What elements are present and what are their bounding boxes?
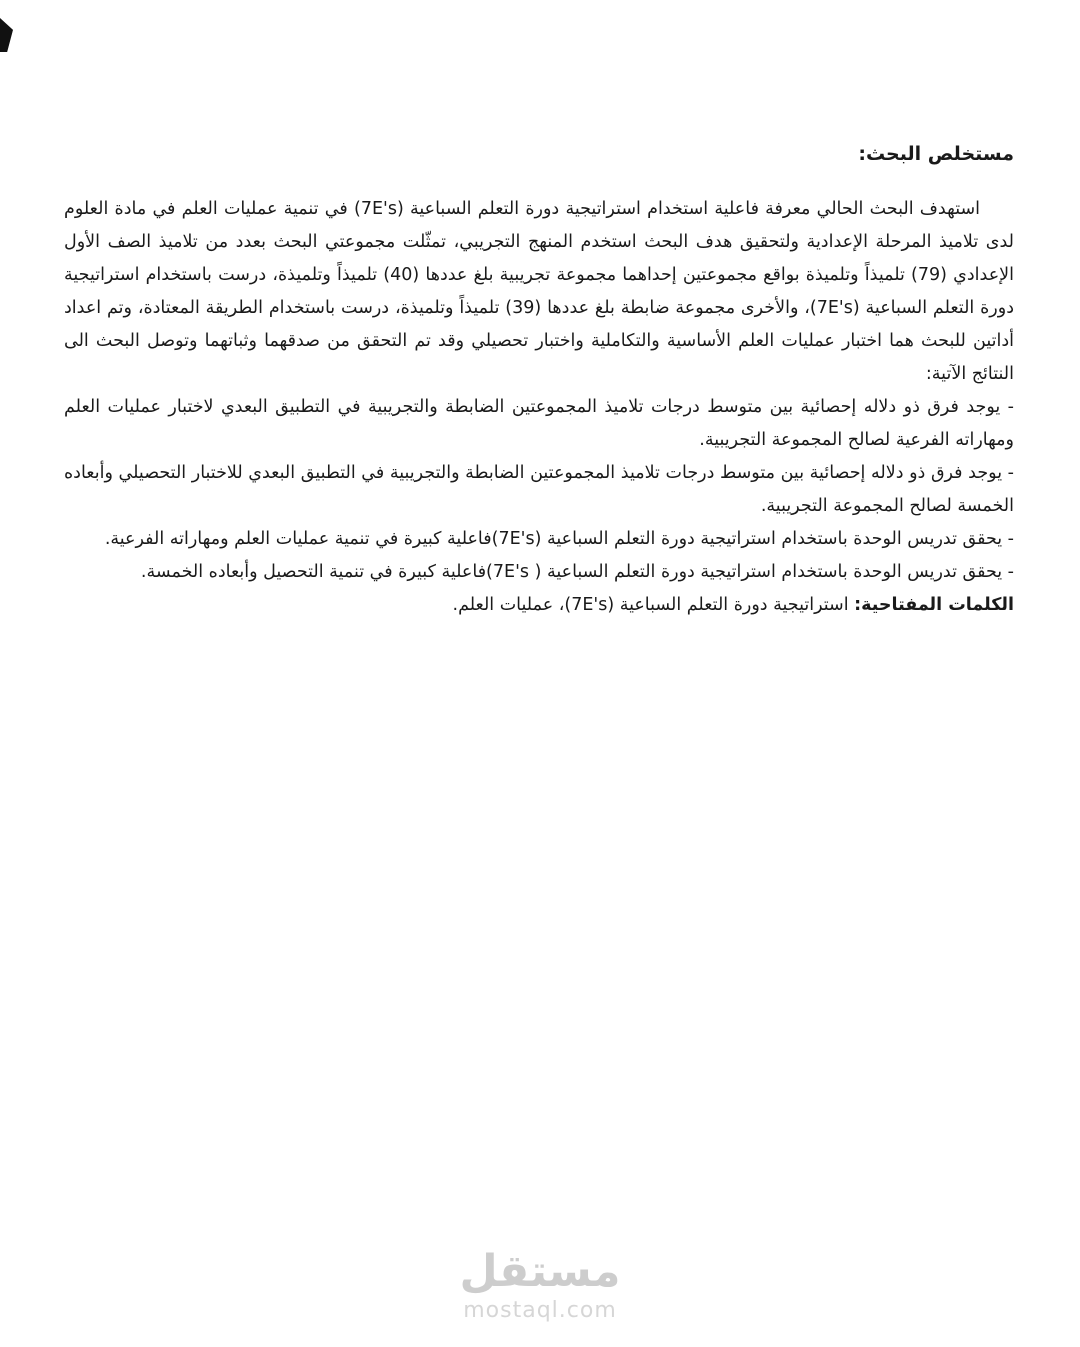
keywords-text: استراتيجية دورة التعلم السباعية (7E's)، عمليات العلم. [452,595,855,615]
keywords-label: الكلمات المفتاحية: [854,595,1014,615]
finding-item-4: - يحقق تدريس الوحدة باستخدام استراتيجية دورة التعلم السباعية ( 7E's)فاعلية كبيرة في تنمية التحصيل وأبعاده الخمسة. [140,562,1014,582]
mostaql-logo: مستقل [459,1246,621,1297]
abstract-content [64,138,1014,622]
watermark [0,1248,1080,1323]
finding-item-1: - يوجد فرق ذو دلاله إحصائية بين متوسط درجات تلاميذ المجموعتين الضابطة والتجريبية في التطبيق البعدي لاختبار عمليات العلم ومهاراته الفرعية لصالح المجموعة التجريبية. [64,397,1014,450]
abstract-paragraph: استهدف البحث الحالي معرفة فاعلية استخدام استراتيجية دورة التعلم السباعية (7E's) في تنمية عمليات العلم في مادة العلوم لدى تلاميذ المرحلة الإعدادية ولتحقيق هدف البحث استخدم المنهج التجريبي، تمثّلت مجموعتي البحث بعدد من تلاميذ الصف الأول الإعدادي (79) تلميذاً وتلميذة بواقع مجموعتين إحداهما مجموعة تجريبية بلغ عددها (40) تلميذاً وتلميذة، درست باستخدام استراتيجية دورة التعلم السباعية (7E's)، والأخرى مجموعة ضابطة بلغ عددها (39) تلميذاً وتلميذة، درست باستخدام الطريقة المعتادة، وتم اعداد أداتين للبحث هما اختبار عمليات العلم الأساسية والتكاملية واختبار تحصيلي وقد تم التحقق من صدقهما وثباتهما وتوصل البحث الى النتائج الآتية: [64,199,1014,384]
keywords-line [64,589,1014,622]
corner-artifact [0,18,13,52]
abstract-title: مستخلص البحث: [858,143,1014,165]
mostaql-domain: mostaql.com [463,1298,617,1324]
finding-item-2: - يوجد فرق ذو دلاله إحصائية بين متوسط درجات تلاميذ المجموعتين الضابطة والتجريبية في التطبيق البعدي للاختبار التحصيلي وأبعاده الخمسة لصالح المجموعة التجريبية. [64,463,1014,516]
finding-item-3: - يحقق تدريس الوحدة باستخدام استراتيجية دورة التعلم السباعية (7E's)فاعلية كبيرة في تنمية عمليات العلم ومهاراته الفرعية. [104,529,1014,549]
